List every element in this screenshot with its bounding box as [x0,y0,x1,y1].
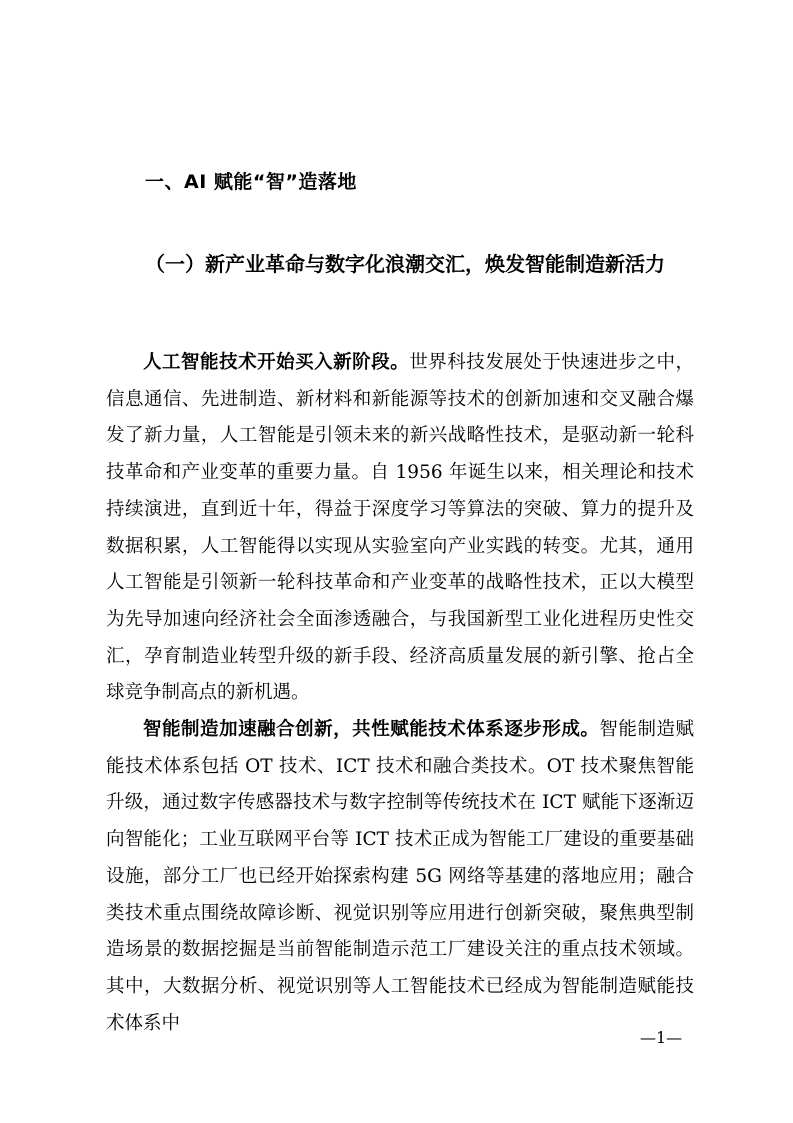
paragraph-text: 智能制造赋能技术体系包括 OT 技术、ICT 技术和融合类技术。OT 技术聚焦智能升级，通过数字传感器技术与数字控制等传统技术在 ICT 赋能下逐渐迈向智能化；工业互联网平台等 ICT 技术正成为智能工厂建设的重要基础设施，部分工厂也已经开始探索构建 5G 网络等基建的落地应用；融合类技术重点围绕故障诊断、视觉识别等应用进行创新突破，聚焦典型制造场景的数据挖掘是当前智能制造示范工厂建设关注的重点技术领域。其中，大数据分析、视觉识别等人工智能技术已经成为智能制造赋能技术体系中 [106,719,694,1034]
section-heading: 一、AI 赋能“智”造落地 [145,171,357,193]
paragraph-ai-new-stage [106,345,694,712]
paragraph-lead: 智能制造加速融合创新，共性赋能技术体系逐步形成。 [143,719,600,741]
subsection-heading: （一）新产业革命与数字化浪潮交汇，焕发智能制造新活力 [145,252,665,276]
paragraph-smart-manufacturing [106,712,694,1042]
body-text [106,345,694,1042]
paragraph-lead: 人工智能技术开始买入新阶段。 [143,352,410,373]
page-number: —1— [640,1028,683,1047]
paragraph-text: 世界科技发展处于快速进步之中，信息通信、先进制造、新材料和新能源等技术的创新加速和交叉融合爆发了新力量，人工智能是引领未来的新兴战略性技术，是驱动新一轮科技革命和产业变革的重要力量。自 1956 年诞生以来，相关理论和技术持续演进，直到近十年，得益于深度学习等算法的突破、算力的提升及数据积累，人工智能得以实现从实验室向产业实践的转变。尤其，通用人工智能是引领新一轮科技革命和产业变革的战略性技术，正以大模型为先导加速向经济社会全面渗透融合，与我国新型工业化进程历史性交汇，孕育制造业转型升级的新手段、经济高质量发展的新引擎、抢占全球竞争制高点的新机遇。 [106,352,694,704]
